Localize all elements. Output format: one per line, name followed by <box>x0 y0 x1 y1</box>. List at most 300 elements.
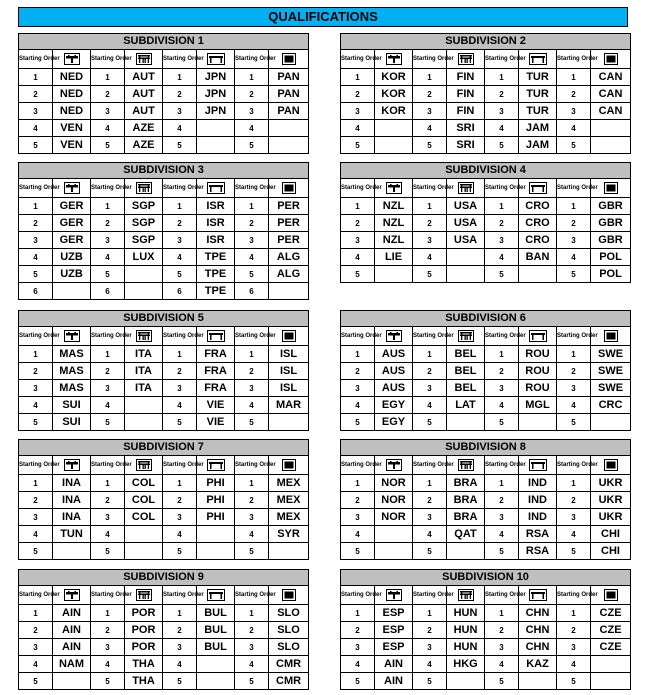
country-code-cell <box>519 266 557 283</box>
subdivision-9-table <box>18 569 308 690</box>
starting-order-cell: 5 <box>163 414 197 431</box>
starting-order-header: Starting Order <box>91 327 125 346</box>
country-code-cell: NED <box>53 103 91 120</box>
subdivision-10-table <box>340 569 630 690</box>
country-code-cell: KAZ <box>519 656 557 673</box>
starting-order-header: Starting Order <box>341 179 375 198</box>
table-row <box>19 475 309 492</box>
starting-order-cell: 3 <box>341 509 375 526</box>
country-code-cell: CRO <box>519 215 557 232</box>
table-row <box>341 492 631 509</box>
starting-order-cell: 1 <box>413 198 447 215</box>
country-code-cell <box>53 283 91 300</box>
starting-order-cell: 5 <box>557 137 591 154</box>
starting-order-cell: 1 <box>341 198 375 215</box>
starting-order-header: Starting Order <box>557 50 591 69</box>
table-row <box>19 103 309 120</box>
starting-order-header: Starting Order <box>235 50 269 69</box>
country-code-cell: QAT <box>447 526 485 543</box>
country-code-cell: FRA <box>197 346 235 363</box>
country-code-cell: NED <box>53 69 91 86</box>
country-code-cell <box>125 526 163 543</box>
subdivision-heading: SUBDIVISION 4 <box>341 163 631 179</box>
starting-order-cell: 2 <box>413 622 447 639</box>
table-row <box>19 137 309 154</box>
country-code-cell: CHI <box>591 526 631 543</box>
starting-order-cell: 4 <box>413 526 447 543</box>
country-code-cell: JAM <box>519 120 557 137</box>
starting-order-cell: 4 <box>557 526 591 543</box>
starting-order-cell: 3 <box>557 103 591 120</box>
table-row <box>19 363 309 380</box>
country-code-cell: PAN <box>269 103 309 120</box>
country-code-cell: FRA <box>197 363 235 380</box>
country-code-cell: JPN <box>197 69 235 86</box>
starting-order-cell: 5 <box>19 414 53 431</box>
starting-order-cell: 3 <box>485 639 519 656</box>
country-code-cell <box>125 397 163 414</box>
country-code-cell: SLO <box>269 605 309 622</box>
country-code-cell <box>519 673 557 690</box>
starting-order-header: Starting Order <box>235 586 269 605</box>
country-code-cell: NZL <box>375 215 413 232</box>
starting-order-cell: 4 <box>163 249 197 266</box>
country-code-cell: FIN <box>447 103 485 120</box>
country-code-cell: VEN <box>53 120 91 137</box>
starting-order-cell: 1 <box>485 346 519 363</box>
country-code-cell: ITA <box>125 346 163 363</box>
country-code-cell: TUR <box>519 86 557 103</box>
table-row <box>341 103 631 120</box>
country-code-cell <box>125 266 163 283</box>
starting-order-cell: 1 <box>235 475 269 492</box>
table-row <box>341 543 631 560</box>
country-code-cell: ISR <box>197 215 235 232</box>
starting-order-cell: 1 <box>557 69 591 86</box>
country-code-cell <box>125 543 163 560</box>
starting-order-cell: 2 <box>163 363 197 380</box>
country-code-cell: ITA <box>125 363 163 380</box>
country-code-cell <box>197 673 235 690</box>
country-code-cell: PHI <box>197 492 235 509</box>
starting-order-cell: 4 <box>19 397 53 414</box>
starting-order-cell: 3 <box>235 232 269 249</box>
starting-order-cell: 3 <box>235 509 269 526</box>
table-row <box>341 137 631 154</box>
starting-order-cell: 4 <box>163 397 197 414</box>
starting-order-cell: 3 <box>341 232 375 249</box>
starting-order-cell: 3 <box>19 509 53 526</box>
starting-order-cell: 4 <box>163 526 197 543</box>
table-row <box>341 120 631 137</box>
country-code-cell: ISR <box>197 198 235 215</box>
starting-order-cell: 5 <box>163 137 197 154</box>
country-code-cell <box>375 543 413 560</box>
starting-order-cell: 2 <box>341 622 375 639</box>
starting-order-cell: 2 <box>413 363 447 380</box>
table-row <box>19 526 309 543</box>
country-code-cell <box>269 137 309 154</box>
starting-order-cell: 5 <box>557 266 591 283</box>
country-code-cell: INA <box>53 492 91 509</box>
country-code-cell: COL <box>125 475 163 492</box>
country-code-cell: VEN <box>53 137 91 154</box>
country-code-cell: COL <box>125 492 163 509</box>
starting-order-cell: 4 <box>557 120 591 137</box>
country-code-cell: THA <box>125 656 163 673</box>
starting-order-cell: 1 <box>557 475 591 492</box>
country-code-cell: HUN <box>447 639 485 656</box>
country-code-cell <box>591 673 631 690</box>
starting-order-cell: 5 <box>19 266 53 283</box>
country-code-cell: BUL <box>197 639 235 656</box>
country-code-cell: TPE <box>197 283 235 300</box>
starting-order-cell: 2 <box>19 492 53 509</box>
starting-order-cell: 5 <box>235 543 269 560</box>
starting-order-cell: 2 <box>557 215 591 232</box>
country-code-cell: ALG <box>269 266 309 283</box>
table-row <box>341 526 631 543</box>
country-code-cell: ISR <box>197 232 235 249</box>
starting-order-cell: 4 <box>235 397 269 414</box>
country-code-cell: AUT <box>125 69 163 86</box>
starting-order-cell: 2 <box>235 215 269 232</box>
starting-order-cell: 5 <box>341 137 375 154</box>
starting-order-header: Starting Order <box>557 327 591 346</box>
starting-order-cell: 3 <box>485 380 519 397</box>
table-row <box>19 249 309 266</box>
country-code-cell: SGP <box>125 215 163 232</box>
country-code-cell: SYR <box>269 526 309 543</box>
country-code-cell: CRO <box>519 198 557 215</box>
table-row <box>341 509 631 526</box>
starting-order-cell: 3 <box>413 103 447 120</box>
starting-order-cell: 3 <box>19 380 53 397</box>
starting-order-cell: 1 <box>485 475 519 492</box>
country-code-cell: BEL <box>447 380 485 397</box>
table-row <box>341 86 631 103</box>
starting-order-cell: 2 <box>163 492 197 509</box>
starting-order-cell: 5 <box>91 673 125 690</box>
starting-order-cell: 2 <box>163 86 197 103</box>
starting-order-cell: 3 <box>163 509 197 526</box>
country-code-cell: BUL <box>197 605 235 622</box>
starting-order-cell: 3 <box>235 103 269 120</box>
country-code-cell: CZE <box>591 639 631 656</box>
subdivision-4-table <box>340 162 630 283</box>
starting-order-cell: 2 <box>341 363 375 380</box>
country-code-cell: MEX <box>269 509 309 526</box>
country-code-cell: CHN <box>519 605 557 622</box>
subdivision-heading: SUBDIVISION 2 <box>341 34 631 50</box>
starting-order-cell: 2 <box>91 86 125 103</box>
starting-order-cell: 4 <box>91 526 125 543</box>
starting-order-cell: 1 <box>91 475 125 492</box>
country-code-cell <box>447 266 485 283</box>
country-code-cell: CHN <box>519 639 557 656</box>
table-row <box>19 346 309 363</box>
country-code-cell: TPE <box>197 266 235 283</box>
starting-order-cell: 4 <box>19 656 53 673</box>
country-code-cell: CRC <box>591 397 631 414</box>
subdivision-heading: SUBDIVISION 9 <box>19 570 309 586</box>
starting-order-cell: 5 <box>163 543 197 560</box>
country-code-cell: BEL <box>447 346 485 363</box>
starting-order-cell: 5 <box>485 414 519 431</box>
starting-order-header: Starting Order <box>557 586 591 605</box>
country-code-cell: MAS <box>53 380 91 397</box>
table-row <box>341 397 631 414</box>
starting-order-cell: 2 <box>557 492 591 509</box>
table-row <box>341 346 631 363</box>
starting-order-cell: 5 <box>163 673 197 690</box>
starting-order-cell: 1 <box>413 475 447 492</box>
starting-order-cell: 1 <box>485 605 519 622</box>
country-code-cell <box>197 120 235 137</box>
starting-order-cell: 2 <box>91 215 125 232</box>
table-row <box>19 509 309 526</box>
country-code-cell: RSA <box>519 526 557 543</box>
starting-order-cell: 5 <box>485 543 519 560</box>
country-code-cell: POL <box>591 266 631 283</box>
table-row <box>19 198 309 215</box>
country-code-cell: FRA <box>197 380 235 397</box>
country-code-cell <box>269 543 309 560</box>
starting-order-cell: 3 <box>485 232 519 249</box>
starting-order-cell: 4 <box>235 526 269 543</box>
table-row <box>19 605 309 622</box>
table-row <box>19 232 309 249</box>
country-code-cell: VIE <box>197 397 235 414</box>
starting-order-cell: 5 <box>413 137 447 154</box>
country-code-cell <box>53 543 91 560</box>
starting-order-cell: 1 <box>19 346 53 363</box>
country-code-cell: AUT <box>125 86 163 103</box>
starting-order-cell: 4 <box>485 120 519 137</box>
country-code-cell <box>375 266 413 283</box>
starting-order-cell: 4 <box>91 120 125 137</box>
country-code-cell: GER <box>53 198 91 215</box>
table-row <box>341 622 631 639</box>
country-code-cell: UKR <box>591 492 631 509</box>
country-code-cell: HKG <box>447 656 485 673</box>
country-code-cell: ROU <box>519 380 557 397</box>
starting-order-cell: 2 <box>235 622 269 639</box>
starting-order-cell: 4 <box>19 120 53 137</box>
starting-order-cell: 3 <box>91 380 125 397</box>
country-code-cell: USA <box>447 198 485 215</box>
starting-order-cell: 1 <box>91 198 125 215</box>
country-code-cell <box>125 414 163 431</box>
starting-order-cell: 2 <box>413 492 447 509</box>
table-row <box>19 656 309 673</box>
subdivision-6-table <box>340 310 630 431</box>
starting-order-cell: 3 <box>163 103 197 120</box>
starting-order-cell: 2 <box>557 86 591 103</box>
starting-order-cell: 5 <box>413 414 447 431</box>
starting-order-cell: 1 <box>235 346 269 363</box>
country-code-cell: PHI <box>197 509 235 526</box>
starting-order-cell: 3 <box>485 103 519 120</box>
starting-order-cell: 4 <box>557 397 591 414</box>
country-code-cell: SGP <box>125 198 163 215</box>
country-code-cell: AUT <box>125 103 163 120</box>
country-code-cell: ROU <box>519 346 557 363</box>
starting-order-cell: 1 <box>19 69 53 86</box>
country-code-cell: NAM <box>53 656 91 673</box>
country-code-cell <box>197 543 235 560</box>
country-code-cell: TUN <box>53 526 91 543</box>
starting-order-cell: 5 <box>91 266 125 283</box>
starting-order-cell: 3 <box>413 232 447 249</box>
table-row <box>19 543 309 560</box>
country-code-cell: BRA <box>447 492 485 509</box>
country-code-cell: AIN <box>53 605 91 622</box>
starting-order-cell: 5 <box>235 137 269 154</box>
starting-order-header: Starting Order <box>235 456 269 475</box>
starting-order-header: Starting Order <box>19 50 53 69</box>
starting-order-cell: 5 <box>485 266 519 283</box>
starting-order-cell: 4 <box>557 656 591 673</box>
starting-order-cell: 4 <box>341 656 375 673</box>
table-row <box>19 673 309 690</box>
starting-order-cell: 1 <box>341 475 375 492</box>
starting-order-cell: 1 <box>163 198 197 215</box>
starting-order-cell: 4 <box>413 120 447 137</box>
starting-order-cell: 5 <box>413 543 447 560</box>
starting-order-header: Starting Order <box>19 586 53 605</box>
country-code-cell: UKR <box>591 475 631 492</box>
country-code-cell: JPN <box>197 103 235 120</box>
country-code-cell: POR <box>125 605 163 622</box>
country-code-cell <box>197 656 235 673</box>
starting-order-cell: 1 <box>19 475 53 492</box>
table-row <box>19 380 309 397</box>
starting-order-header: Starting Order <box>413 586 447 605</box>
starting-order-cell: 3 <box>557 380 591 397</box>
starting-order-cell: 2 <box>341 215 375 232</box>
table-row <box>19 414 309 431</box>
starting-order-cell: 5 <box>341 673 375 690</box>
starting-order-cell: 5 <box>557 673 591 690</box>
country-code-cell: VIE <box>197 414 235 431</box>
country-code-cell <box>447 673 485 690</box>
starting-order-cell: 5 <box>341 414 375 431</box>
starting-order-cell: 3 <box>485 509 519 526</box>
country-code-cell: IND <box>519 492 557 509</box>
starting-order-cell: 5 <box>235 673 269 690</box>
subdivision-heading: SUBDIVISION 6 <box>341 311 631 327</box>
country-code-cell: MEX <box>269 492 309 509</box>
starting-order-cell: 5 <box>91 414 125 431</box>
starting-order-cell: 1 <box>413 346 447 363</box>
page-title: QUALIFICATIONS <box>18 7 628 27</box>
starting-order-cell: 4 <box>413 656 447 673</box>
table-row <box>19 283 309 300</box>
country-code-cell: POR <box>125 622 163 639</box>
starting-order-header: Starting Order <box>19 179 53 198</box>
starting-order-cell: 1 <box>91 346 125 363</box>
starting-order-cell: 3 <box>91 639 125 656</box>
starting-order-header: Starting Order <box>341 456 375 475</box>
country-code-cell: ESP <box>375 622 413 639</box>
country-code-cell: IND <box>519 509 557 526</box>
country-code-cell: TPE <box>197 249 235 266</box>
starting-order-cell: 5 <box>91 543 125 560</box>
starting-order-header: Starting Order <box>413 179 447 198</box>
starting-order-cell: 6 <box>163 283 197 300</box>
starting-order-cell: 3 <box>19 639 53 656</box>
country-code-cell <box>591 137 631 154</box>
country-code-cell: AZE <box>125 120 163 137</box>
country-code-cell: ROU <box>519 363 557 380</box>
country-code-cell: KOR <box>375 86 413 103</box>
country-code-cell <box>375 137 413 154</box>
country-code-cell: CZE <box>591 622 631 639</box>
country-code-cell: PER <box>269 215 309 232</box>
starting-order-cell: 4 <box>485 397 519 414</box>
subdivision-8-table <box>340 439 630 560</box>
table-row <box>19 215 309 232</box>
starting-order-cell: 4 <box>235 656 269 673</box>
starting-order-cell: 4 <box>19 249 53 266</box>
starting-order-header: Starting Order <box>163 456 197 475</box>
starting-order-cell: 4 <box>485 656 519 673</box>
country-code-cell: USA <box>447 232 485 249</box>
country-code-cell: NED <box>53 86 91 103</box>
starting-order-cell: 1 <box>19 605 53 622</box>
starting-order-cell: 3 <box>235 639 269 656</box>
country-code-cell: BRA <box>447 475 485 492</box>
starting-order-cell: 4 <box>413 249 447 266</box>
starting-order-header: Starting Order <box>485 586 519 605</box>
starting-order-header: Starting Order <box>235 179 269 198</box>
subdivision-2-table <box>340 33 630 154</box>
starting-order-cell: 2 <box>485 363 519 380</box>
country-code-cell: PHI <box>197 475 235 492</box>
country-code-cell: JPN <box>197 86 235 103</box>
starting-order-cell: 4 <box>341 120 375 137</box>
starting-order-header: Starting Order <box>91 50 125 69</box>
subdivision-heading: SUBDIVISION 1 <box>19 34 309 50</box>
country-code-cell: RSA <box>519 543 557 560</box>
country-code-cell: CAN <box>591 86 631 103</box>
subdivision-3-table <box>18 162 308 300</box>
starting-order-cell: 2 <box>341 86 375 103</box>
country-code-cell: SLO <box>269 622 309 639</box>
country-code-cell: TUR <box>519 69 557 86</box>
starting-order-cell: 1 <box>413 605 447 622</box>
country-code-cell: IND <box>519 475 557 492</box>
starting-order-cell: 2 <box>19 363 53 380</box>
starting-order-cell: 2 <box>413 215 447 232</box>
country-code-cell: TUR <box>519 103 557 120</box>
subdivision-heading: SUBDIVISION 10 <box>341 570 631 586</box>
starting-order-header: Starting Order <box>163 586 197 605</box>
table-row <box>341 475 631 492</box>
starting-order-cell: 2 <box>19 86 53 103</box>
starting-order-cell: 2 <box>485 492 519 509</box>
starting-order-cell: 1 <box>485 198 519 215</box>
starting-order-header: Starting Order <box>19 327 53 346</box>
country-code-cell: COL <box>125 509 163 526</box>
country-code-cell: CHI <box>591 543 631 560</box>
starting-order-cell: 5 <box>163 266 197 283</box>
starting-order-cell: 5 <box>485 673 519 690</box>
starting-order-cell: 3 <box>341 639 375 656</box>
country-code-cell: AUS <box>375 363 413 380</box>
starting-order-cell: 4 <box>163 656 197 673</box>
